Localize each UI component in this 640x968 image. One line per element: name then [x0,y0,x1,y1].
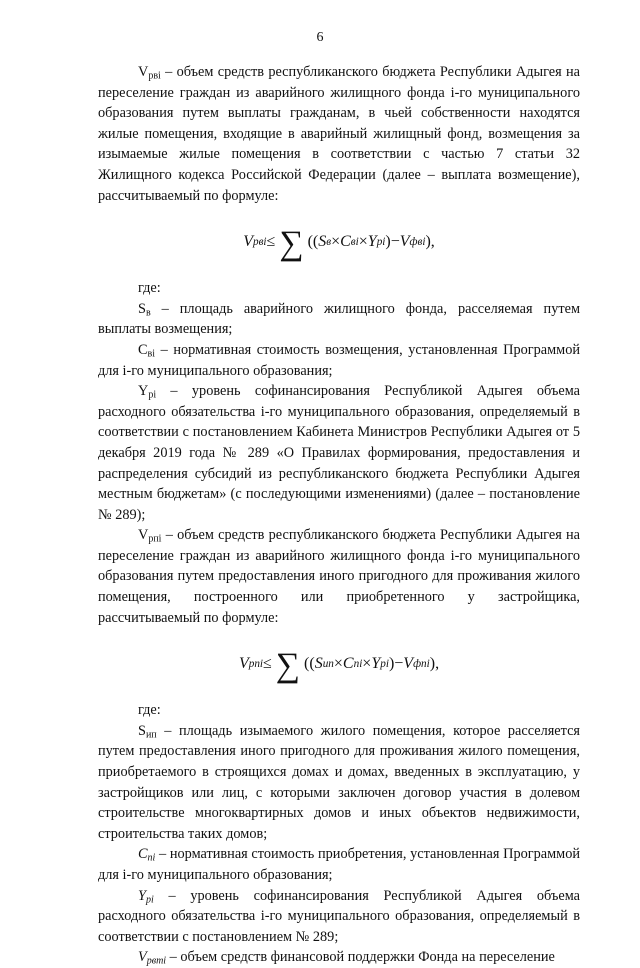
paragraph-v-ppi: $V_{pпi}$ – объем средств республиканского бюджета Республики Адыгея на переселение граждан из аварийного жилищного фонда i-го муниципального образования путем предоставления иного пригодного для проживания жилого помещения, построенного или приобретенного у застройщика, рассчитываемый по формуле: [98,527,580,626]
where-label: где: [138,702,161,719]
where-label: где: [138,280,161,297]
paragraph-c-vi: $C_{вi}$ – нормативная стоимость возмещения, установленная Программой для i-го муниципального образования; [98,341,580,379]
paragraph-s-v: $S_в$ – площадь аварийного жилищного фонда, расселяемая путем выплаты возмещения; [98,300,580,338]
paragraph-c-pi: $C_{пi}$ – нормативная стоимость приобретения, установленная Программой для i-го муниципального образования; [98,846,580,883]
formula-v-pvi: V pвi ≤ ∑ (( S в × C вi × Y pi ) − V фвi ), [243,225,435,263]
paragraph-v-pvmi: $V_{pвmi}$ – объем средств финансовой поддержки Фонда на переселение [138,949,555,967]
sum-symbol: ∑ [275,647,301,685]
paragraph-v-pvi: $V_{pвi}$ – объем средств республиканского бюджета Республики Адыгея на переселение граждан из аварийного жилищного фонда i-го муниципального образования путем выплаты гражданам, в чьей собственности находятся жилые помещения, входящие в аварийный жилищный фонд, возмещения за изымаемые жилые помещения в соответствии с частью 7 статьи 32 Жилищного кодекса Российской Федерации (далее – выплата возмещение), рассчитываемый по формуле: [98,64,580,204]
formula-v-ppi: V pпi ≤ ∑ (( S ип × C пi × Y pi ) − V фпi ), [238,647,440,685]
page-number: 6 [316,30,324,45]
paragraph-s-ip: $S_{ип}$ – площадь изымаемого жилого помещения, которое расселяется путем предоставления иного пригодного для проживания жилого помещения, приобретаемого в строящихся домах и домах, введенных в эксплуатацию, у застройщиков или лиц, с которыми заключен договор участия в долевом строительстве многоквартирных домов и иных объектов недвижимости, строительства таких домов; [98,722,580,842]
paragraph-y-pi: $Y_{pi}$ – уровень софинансирования Республикой Адыгея объема расходного обязательства i-го муниципального образования, определяемый в соответствии с постановлением Кабинета Министров Республики Адыгея от 5 декабря 2019 года № 289 «О Правилах формирования, предоставления и распределения субсидий из республиканского бюджета Республики Адыгея местным бюджетам» (с последующими изменениями) (далее – постановление № 289); [98,383,580,523]
document-body [98,62,580,968]
sum-symbol: ∑ [279,225,304,263]
paragraph-y-pi-2: $Y_{pi}$ – уровень софинансирования Республикой Адыгея объема расходного обязательства i-го муниципального образования, определяемый в соответствии с постановлением № 289; [98,887,580,945]
